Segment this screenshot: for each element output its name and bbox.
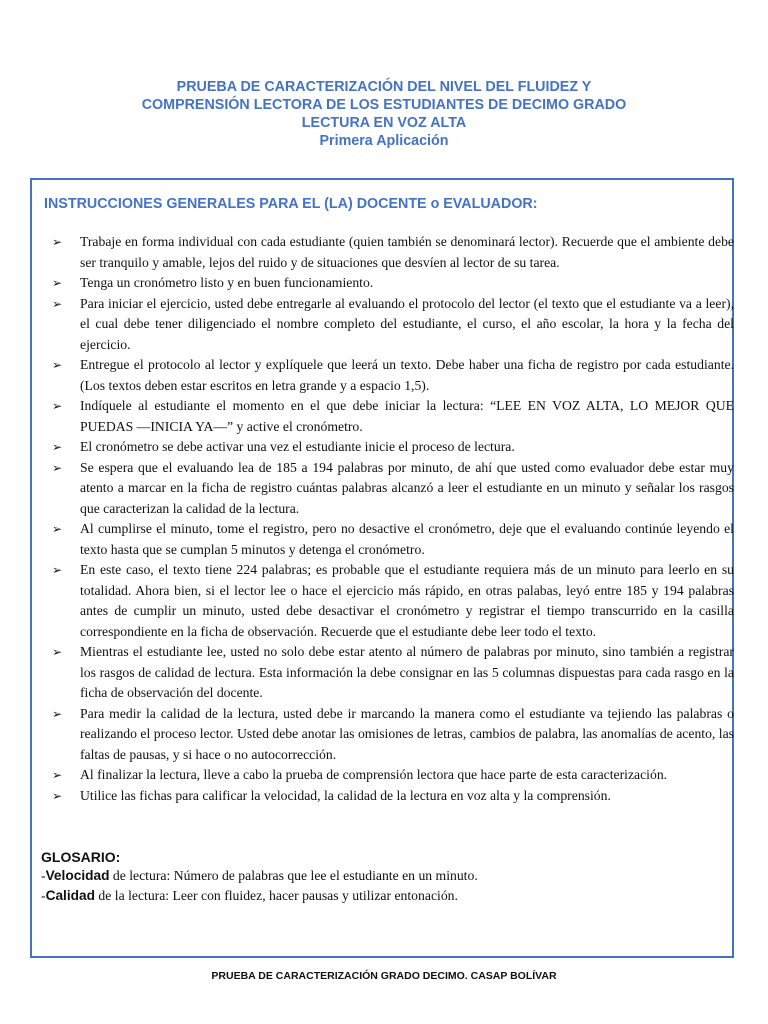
glossary-dash: - [41, 888, 46, 903]
header-title-line-2: COMPRENSIÓN LECTORA DE LOS ESTUDIANTES DE DECIMO GRADO [141, 97, 627, 113]
list-item [50, 437, 734, 458]
list-item-text: Tenga un cronómetro listo y en buen funcionamiento. [80, 275, 374, 290]
list-item-text: Al cumplirse el minuto, tome el registro, pero no desactive el cronómetro, deje que el evaluando continúe leyendo el texto hasta que se cumplan 5 minutos y detenga el cronómetro. [80, 521, 734, 557]
arrow-bullet-icon: ➢ [52, 563, 63, 577]
glossary-entry-calidad [41, 886, 721, 906]
list-item-text: El cronómetro se debe activar una vez el estudiante inicie el proceso de lectura. [80, 439, 515, 454]
arrow-bullet-icon: ➢ [52, 645, 63, 659]
list-item-text: Para medir la calidad de la lectura, usted debe ir marcando la manera como el estudiante va tejiendo las palabras o realizando el proceso lector. Usted debe anotar las omisiones de letras, cambios de palabra, las anomalías de acento, las faltas de pausas, y si hace o no autocorrección. [80, 705, 734, 762]
list-item [50, 560, 734, 642]
arrow-bullet-icon: ➢ [52, 706, 63, 721]
glossary-term: Calidad [45, 888, 95, 903]
list-item [50, 294, 734, 356]
list-item [50, 765, 734, 786]
list-item [50, 273, 734, 294]
arrow-bullet-icon: ➢ [52, 460, 63, 475]
list-item [50, 519, 734, 560]
list-item-text: Se espera que el evaluando lea de 185 a 194 palabras por minuto, de ahí que usted como evaluador debe estar muy atento a marcar en la ficha de registro cuántas palabras alcanzó a leer el estudiante en un minuto y señalar los rasgos que caracterizan la calidad de la lectura. [80, 459, 734, 516]
list-item [50, 232, 734, 273]
arrow-bullet-icon: ➢ [52, 296, 63, 311]
arrow-bullet-icon: ➢ [52, 235, 63, 249]
glossary-definition: de la lectura: Leer con fluidez, hacer pausas y utilizar entonación. [95, 888, 458, 903]
header-subtitle: Primera Aplicación [319, 133, 449, 149]
list-item-text: Para iniciar el ejercicio, usted debe entregarle al evaluando el protocolo del lector (el texto que el estudiante va a leer), el cual debe tener diligenciado el nombre completo del estudiante, el curso, el año escolar, la hora y la fecha del ejercicio. [80, 295, 734, 352]
arrow-bullet-icon: ➢ [52, 440, 63, 454]
glossary-term: Velocidad [45, 868, 110, 883]
arrow-bullet-icon: ➢ [52, 358, 63, 372]
list-item [50, 396, 734, 437]
glossary-section [41, 848, 721, 906]
arrow-bullet-icon: ➢ [52, 788, 63, 803]
glossary-title: GLOSARIO: [41, 849, 121, 865]
list-item [50, 786, 734, 807]
list-item-text: Entregue el protocolo al lector y explíquele que leerá un texto. Debe haber una ficha de registro por cada estudiante. (Los textos deben estar escritos en letra grande y a espacio 1,5). [80, 357, 734, 393]
list-item-text: Mientras el estudiante lee, usted no solo debe estar atento al número de palabras por minuto, sino también a registrar los rasgos de calidad de lectura. Esta información la debe consignar en las 5 columnas dispuestas para cada rasgo en la ficha de observación del docente. [80, 644, 734, 700]
list-item [50, 458, 734, 520]
arrow-bullet-icon: ➢ [52, 399, 63, 413]
list-item [50, 704, 734, 766]
arrow-bullet-icon: ➢ [52, 276, 63, 290]
glossary-definition: de lectura: Número de palabras que lee el estudiante en un minuto. [109, 868, 478, 883]
list-item-text: Al finalizar la lectura, lleve a cabo la prueba de comprensión lectora que hace parte de esta caracterización. [80, 767, 668, 782]
list-item [50, 642, 734, 704]
glossary-entry-velocidad [41, 866, 721, 886]
document-header [0, 78, 768, 150]
list-item-text: En este caso, el texto tiene 224 palabras; es probable que el estudiante requiera más de un minuto para leerlo en su totalidad. Ahora bien, si el lector lee o hace el ejercicio más rápido, en otras palabas, leyó entre 185 y 194 palabras antes de cumplir un minuto, usted debe desactivar el cronómetro y registrar el tiempo transcurrido en la casilla correspondiente en la ficha de observación. Recuerde que el estudiante debe leer todo el texto. [80, 562, 734, 639]
list-item-text: Trabaje en forma individual con cada estudiante (quien también se denominará lector). Recuerde que el ambiente debe ser tranquilo y amable, lejos del ruido y de situaciones que desvíen al lector de su tarea. [80, 234, 734, 270]
list-item-text: Indíquele al estudiante el momento en el que debe iniciar la lectura: “LEE EN VOZ ALTA, LO MEJOR QUE PUEDAS —INICIA YA—” y active el cronómetro. [80, 398, 734, 434]
instructions-title: INSTRUCCIONES GENERALES PARA EL (LA) DOCENTE o EVALUADOR: [44, 196, 538, 212]
list-item [50, 355, 734, 396]
arrow-bullet-icon: ➢ [52, 768, 63, 782]
header-title-line-1: PRUEBA DE CARACTERIZACIÓN DEL NIVEL DEL FLUIDEZ Y [176, 79, 592, 95]
glossary-dash: - [41, 868, 46, 883]
instructions-list [50, 232, 734, 806]
arrow-bullet-icon: ➢ [52, 522, 63, 536]
page-footer: PRUEBA DE CARACTERIZACIÓN GRADO DECIMO. CASAP BOLÍVAR [211, 970, 557, 982]
header-title-line-3: LECTURA EN VOZ ALTA [301, 115, 467, 131]
list-item-text: Utilice las fichas para calificar la velocidad, la calidad de la lectura en voz alta y la comprensión. [80, 787, 611, 803]
instructions-box [30, 178, 734, 958]
